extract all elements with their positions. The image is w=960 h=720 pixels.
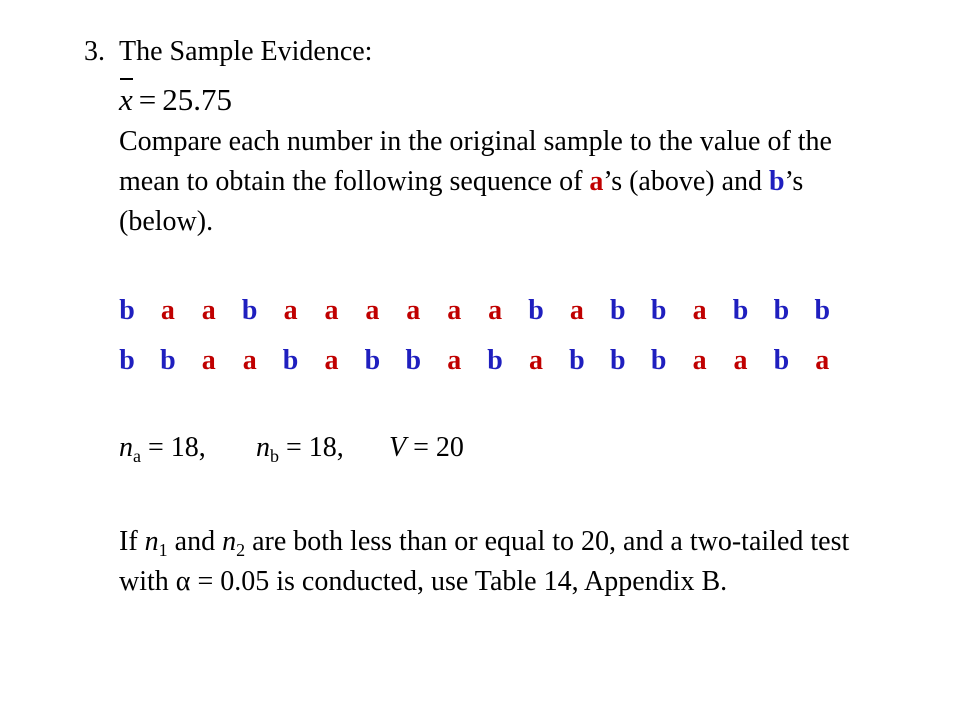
n2-variable: n	[222, 526, 237, 557]
n1-subscript: 1	[158, 540, 168, 560]
v-variable: V	[389, 432, 407, 463]
sequence-letter-a: a	[365, 295, 380, 326]
conclusion-text-4: = 0.05 is conducted, use Table 14, Appendix B.	[190, 566, 728, 597]
sequence-letter-b: b	[487, 345, 503, 376]
mean-value: 25.75	[162, 82, 232, 117]
sequence-letter-b: b	[773, 345, 790, 376]
sequence-letter-a: a	[160, 295, 175, 326]
sequence-letter-b: b	[364, 345, 381, 376]
step-title: The Sample Evidence:	[119, 36, 373, 67]
nb-subscript: b	[270, 446, 279, 466]
sequence-letter-a: a	[201, 295, 216, 326]
sequence-letter-b: b	[528, 295, 544, 326]
sequence-letter-b: b	[610, 295, 626, 326]
sequence-letter-b: b	[650, 295, 667, 326]
sequence-letter-a: a	[733, 345, 748, 376]
nb-variable: n	[256, 432, 270, 463]
sequence-letter-b: b	[282, 345, 299, 376]
sample-mean-equation	[119, 80, 232, 120]
sequence-letter-a: a	[201, 345, 216, 376]
sequence-letter-b: b	[241, 295, 258, 326]
na-value: = 18,	[141, 432, 206, 463]
nb-stat	[256, 432, 344, 464]
conclusion-text-2: and	[167, 526, 223, 557]
equals-sign: =	[138, 82, 157, 117]
sequence-letter-a: a	[447, 345, 462, 376]
intro-text-3: ’s (below).	[119, 166, 804, 237]
sequence-letter-b: b	[569, 345, 585, 376]
sequence-letter-b: b	[732, 295, 749, 326]
n1-variable: n	[144, 526, 159, 557]
sequence-letter-a: a	[692, 345, 707, 376]
sequence-letter-b: b	[160, 345, 176, 376]
step-number: 3.	[84, 36, 105, 67]
b-label: b	[769, 166, 785, 197]
sequence-letter-b: b	[650, 345, 667, 376]
conclusion-paragraph	[119, 522, 859, 602]
sequence-letter-b: b	[405, 345, 422, 376]
sequence-letter-a: a	[406, 295, 421, 326]
v-stat	[389, 432, 464, 464]
sequence-letter-a: a	[242, 345, 257, 376]
sequence-letter-a: a	[447, 295, 462, 326]
sequence-letter-b: b	[610, 345, 626, 376]
sequence-letter-b: b	[119, 345, 135, 376]
na-subscript: a	[133, 446, 141, 466]
sequence-letter-a: a	[529, 345, 543, 376]
a-label: a	[589, 166, 604, 197]
conclusion-text-3: are both less than or equal to 20, and a two-tailed test with	[119, 526, 850, 597]
sequence-letter-a: a	[324, 345, 339, 376]
x-bar-symbol: x	[119, 80, 133, 120]
sequence-letter-a: a	[324, 295, 339, 326]
nb-value: = 18,	[279, 432, 344, 463]
intro-paragraph	[119, 122, 859, 242]
sequence-letter-b: b	[119, 295, 135, 326]
sequence-letter-b: b	[773, 295, 790, 326]
intro-text-2: ’s (above) and	[603, 166, 770, 197]
intro-text-1: Compare each number in the original sample to the value of the mean to obtain the following sequence of	[119, 126, 832, 197]
sequence-letter-b: b	[814, 295, 831, 326]
sequence-letter-a: a	[488, 295, 503, 326]
n2-subscript: 2	[236, 540, 246, 560]
sequence-letter-a: a	[692, 295, 707, 326]
na-stat	[119, 432, 206, 464]
sequence-letter-a: a	[283, 295, 298, 326]
conclusion-text-1: If	[119, 526, 145, 557]
na-variable: n	[119, 432, 133, 463]
sequence-letter-a: a	[815, 345, 830, 376]
sequence-letter-a: a	[569, 295, 584, 326]
v-value: = 20	[406, 432, 464, 463]
alpha-symbol: α	[175, 566, 191, 597]
